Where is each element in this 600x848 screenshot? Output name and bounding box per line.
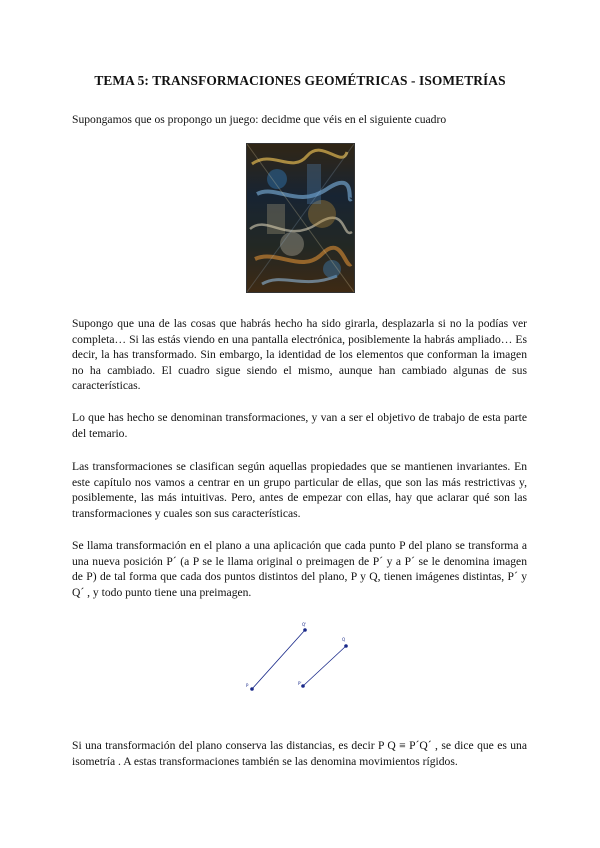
point-p — [250, 687, 254, 691]
label-q-prime: Q' — [302, 622, 307, 627]
label-p: P — [246, 683, 249, 688]
abstract-painting-image — [246, 143, 355, 293]
paragraph-5: Si una transformación del plano conserva las distancias, es decir P Q ≡ P´Q´ , se dice que es una isometría . A estas transformaciones también se las denomina movimientos rígidos. — [72, 739, 527, 768]
isometry-diagram — [236, 620, 360, 698]
point-p-prime — [301, 684, 305, 688]
segment-pq — [303, 646, 346, 686]
label-p-prime: P' — [298, 681, 302, 686]
point-q-prime — [303, 628, 307, 632]
intro-paragraph: Supongamos que os propongo un juego: decidme que véis en el siguiente cuadro — [72, 113, 447, 126]
paragraph-4: Se llama transformación en el plano a una aplicación que cada punto P del plano se transforma a una nueva posición P´ (a P se le llama original o preimagen de P´ y a P´ se le denomina imagen de P) de tal forma que cada dos puntos distintos del plano, P y Q, tienen imágenes distintas, P´ y Q´ , y todo punto tiene una preimagen. — [72, 539, 527, 599]
paragraph-3: Las transformaciones se clasifican según aquellas propiedades que se mantienen invariantes. En este capítulo nos vamos a centrar en un grupo particular de ellas, que son las más restrictivas y, posiblemente, las más intuitivas. Pero, antes de empezar con ellas, hay que aclarar qué son las transformaciones y cuales son sus características. — [72, 460, 527, 520]
point-q — [344, 644, 348, 648]
document-title: TEMA 5: TRANSFORMACIONES GEOMÉTRICAS - ISOMETRÍAS — [94, 73, 506, 88]
paragraph-2: Lo que has hecho se denominan transformaciones, y van a ser el objetivo de trabajo de esta parte del temario. — [72, 411, 527, 440]
paragraph-1: Supongo que una de las cosas que habrás hecho ha sido girarla, desplazarla si no la podías ver completa… Si las estás viendo en una pantalla electrónica, posiblemente la habrás ampliado… Es decir, la has transformado. Sin embargo, la identidad de los elementos que conforman la imagen no ha cambiado. El cuadro sigue siendo el mismo, aunque han cambiado algunas de sus características. — [72, 317, 527, 393]
label-q: Q — [342, 637, 346, 642]
